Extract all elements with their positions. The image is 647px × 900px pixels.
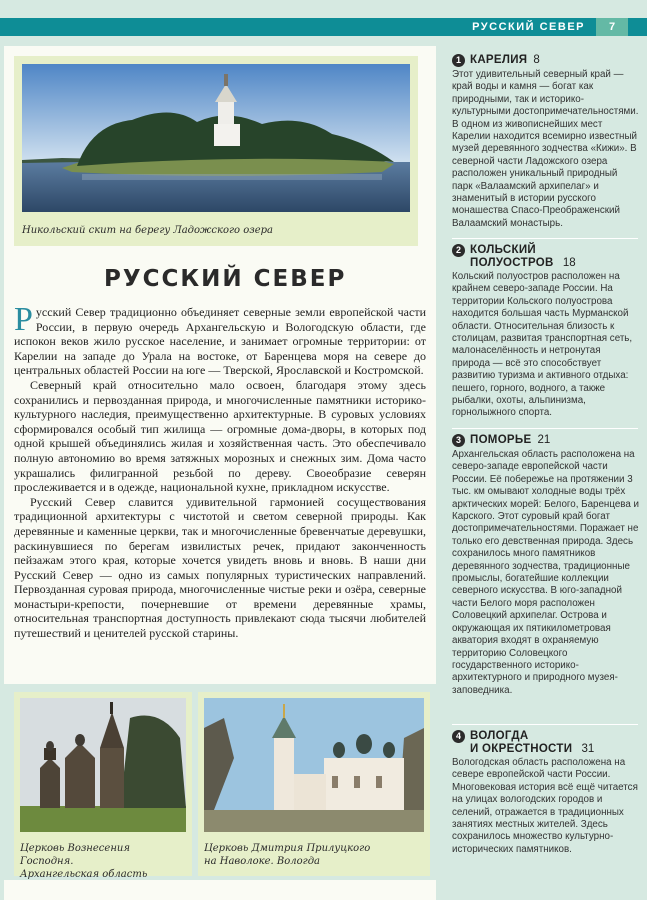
dropcap: Р bbox=[14, 301, 33, 338]
article-paragraph-1 bbox=[14, 301, 426, 378]
dmitry-church-photo bbox=[204, 698, 424, 832]
article-paragraph-3: Русский Север славится удивительной гармонией сосуществования традиционной архитектуры с чистотой и светом северной природы. Как деревянные и каменные церкви, так и многочисленные бревенчатые деревушки, раскинувшиеся по берегам извилистых речек, придают законченность пейзажам этого края, которые хочется увидеть вновь и вновь. В наши дни Русский Север — одно из самых популярных туристических направлений. Первозданная суровая природа, многочисленные чистые реки и озёра, северные монастыри-крепости, почерневшие от времени деревянные храмы, относительная транспортная доступность привлекают сюда тысячи любителей путешествий и ценителей русской старины. bbox=[14, 494, 426, 641]
separator bbox=[452, 238, 638, 239]
caption-line-2: на Наволоке. Вологда bbox=[204, 856, 320, 867]
region-text: Кольский полуостров расположен на крайнем северо-западе России. На территории Кольского полуострова находится большая часть Мурманской области. Относительная близость к столицам, развитая транспортная сеть, малонаселённость и нетронутая природа — всё это способствует развитию туризма и активного отдыха: пешего, горного, водного, а также рыбалки, охоты, альпинизма, горнолыжного спорта. bbox=[452, 271, 633, 419]
number-badge: 1 bbox=[452, 54, 465, 67]
region-vologda bbox=[452, 730, 640, 856]
region-text: Этот удивительный северный край — край воды и камня — богат как природными, так и историко-культурными достопримечательностями. В одном из живописнейших мест Карелии находится всемирно известный музей деревянного зодчества «Кижи». В северной части Ладожского озера расположен уникальный природный парк «Валаамский архипелаг» и знаменитый в истории русского монашества Спасо-Преображенский Валаамский монастырь. bbox=[452, 69, 639, 229]
number-badge: 4 bbox=[452, 730, 465, 743]
article-paragraph-2: Северный край относительно мало освоен, благодаря этому здесь сохранились и первозданная природа, и многочисленные памятники историко-культурного наследия, преимущественно архитектурные. В суровых условиях сформировался особый тип жилища — огромные дома-дворы, в которых под одной крышей объединялись жилая и хозяйственная часть. Это обеспечивало полную автономию во время затяжных морозных и снежных зим. Дома часто украшались филигранной резьбой по дереву. Своеобразие северян прослеживается и в одежде, национальной кухне, прикладном искусстве. bbox=[14, 377, 426, 495]
article-paragraph-1-text: усский Север традиционно объединяет северные земли европейской части России, в первую очередь Архангельскую и Вологодскую области, где испокон веков жило русское население, и занимает огромные территории: от Карелии на западе до Урала на востоке, от Баренцева моря на севере до центральных областей России на юге — Тверской, Ярославской и Костромской. bbox=[14, 305, 426, 378]
region-heading bbox=[452, 434, 640, 447]
dmitry-church-caption bbox=[204, 842, 424, 868]
region-text: Архангельская область расположена на северо-западе европейской части России. Её побережье на протяжении 3 тыс. км омывают холодные воды трёх арктических морей: Белого, Баренцева и Карского. Этот суровый край богат достопримечательностями. Поражает не только его девственная природа. Здесь сохранилось много памятников деревянного зодчества, традиционные промыслы, богатейшие коллекции северного искусства. В юго-западной части Белого моря расположен Соловецкий архипелаг. Острова и окружающая их пятикилометровая акватория входят в охраняемую территорию Соловецкого государственного историко-архитектурного и природного музея-заповедника. bbox=[452, 449, 640, 696]
region-name-line-1: КОЛЬСКИЙ bbox=[470, 244, 536, 256]
number-badge: 2 bbox=[452, 244, 465, 257]
region-karelia bbox=[452, 54, 640, 230]
region-name-line-2: ПОЛУОСТРОВ bbox=[470, 256, 554, 269]
region-heading bbox=[452, 244, 640, 269]
photo-card-ascension-church bbox=[14, 692, 192, 880]
region-pomorye bbox=[452, 434, 640, 697]
region-name: КАРЕЛИЯ bbox=[470, 54, 528, 66]
article-title: РУССКИЙ СЕВЕР bbox=[104, 266, 347, 292]
region-heading bbox=[452, 54, 640, 67]
region-name-line-1: ВОЛОГДА bbox=[470, 730, 529, 742]
region-page: 8 bbox=[533, 54, 540, 66]
nikolsky-skete-photo bbox=[22, 64, 410, 212]
region-name bbox=[470, 244, 576, 269]
top-photo-caption: Никольский скит на берегу Ладожского озера bbox=[22, 225, 274, 236]
region-page: 31 bbox=[581, 742, 595, 755]
region-name bbox=[470, 730, 594, 755]
separator bbox=[452, 724, 638, 725]
caption-line-1: Церковь Вознесения Господня. bbox=[20, 843, 130, 867]
region-heading bbox=[452, 730, 640, 755]
article-body bbox=[14, 301, 426, 641]
caption-line-1: Церковь Дмитрия Прилуцкого bbox=[204, 843, 371, 854]
ascension-church-photo bbox=[20, 698, 186, 832]
region-text: Вологодская область расположена на севере европейской части России. Многовековая история всё ещё читается на улицах вологодских городов и селений, отражается в традиционных занятиях местных жителей. Здесь сохранилось множество культурно-исторических памятников. bbox=[452, 757, 638, 855]
region-page: 21 bbox=[537, 434, 551, 446]
region-name: ПОМОРЬЕ bbox=[470, 434, 532, 446]
top-photo-card bbox=[14, 56, 418, 246]
photo-card-dmitry-church bbox=[198, 692, 430, 876]
separator bbox=[452, 428, 638, 429]
region-page: 18 bbox=[562, 256, 576, 269]
number-badge: 3 bbox=[452, 434, 465, 447]
section-title: РУССКИЙ СЕВЕР bbox=[472, 21, 585, 33]
caption-line-2: Архангельская область bbox=[20, 869, 148, 880]
region-name-line-2: И ОКРЕСТНОСТИ bbox=[470, 742, 573, 755]
ascension-church-caption bbox=[20, 842, 186, 881]
page-number: 7 bbox=[596, 18, 628, 36]
region-kola bbox=[452, 244, 640, 420]
